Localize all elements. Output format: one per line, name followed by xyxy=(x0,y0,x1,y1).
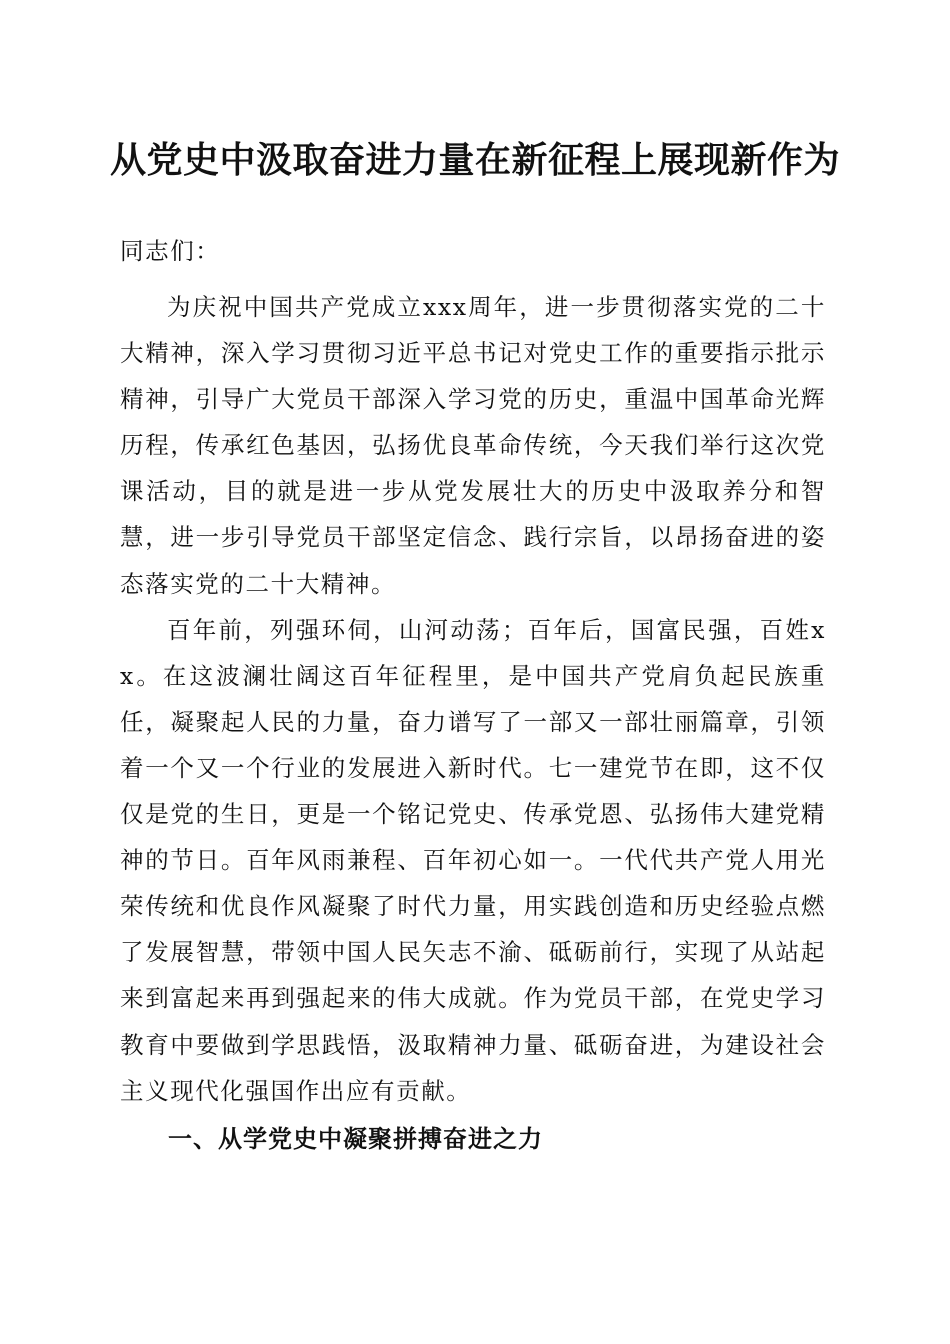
paragraph-1: 为庆祝中国共产党成立xxx周年，进一步贯彻落实党的二十大精神，深入学习贯彻习近平总书记对党史工作的重要指示批示精神，引导广大党员干部深入学习党的历史，重温中国革命光辉历程，传承红色基因，弘扬优良革命传统，今天我们举行这次党课活动，目的就是进一步从党发展壮大的历史中汲取养分和智慧，进一步引导党员干部坚定信念、践行宗旨，以昂扬奋进的姿态落实党的二十大精神。 xyxy=(120,293,826,598)
document-title: 从党史中汲取奋进力量在新征程上展现新作为 xyxy=(109,139,840,181)
paragraph-2: 百年前，列强环伺，山河动荡；百年后，国富民强，百姓xx。在这波澜壮阔这百年征程里，是中国共产党肩负起民族重任，凝聚起人民的力量，奋力谱写了一部又一部壮丽篇章，引领着一个又一个行业的发展进入新时代。七一建党节在即，这不仅仅是党的生日，更是一个铭记党史、传承党恩、弘扬伟大建党精神的节日。百年风雨兼程、百年初心如一。一代代共产党人用光荣传统和优良作风凝聚了时代力量，用实践创造和历史经验点燃了发展智慧，带领中国人民矢志不渝、砥砺前行，实现了从站起来到富起来再到强起来的伟大成就。作为党员干部，在党史学习教育中要做到学思践悟，汲取精神力量、砥砺奋进，为建设社会主义现代化强国作出应有贡献。 xyxy=(120,615,826,1105)
salutation: 同志们： xyxy=(120,237,221,265)
document-body xyxy=(120,228,826,1162)
section-heading: 一、从学党史中凝聚拼搏奋进之力 xyxy=(168,1123,543,1153)
